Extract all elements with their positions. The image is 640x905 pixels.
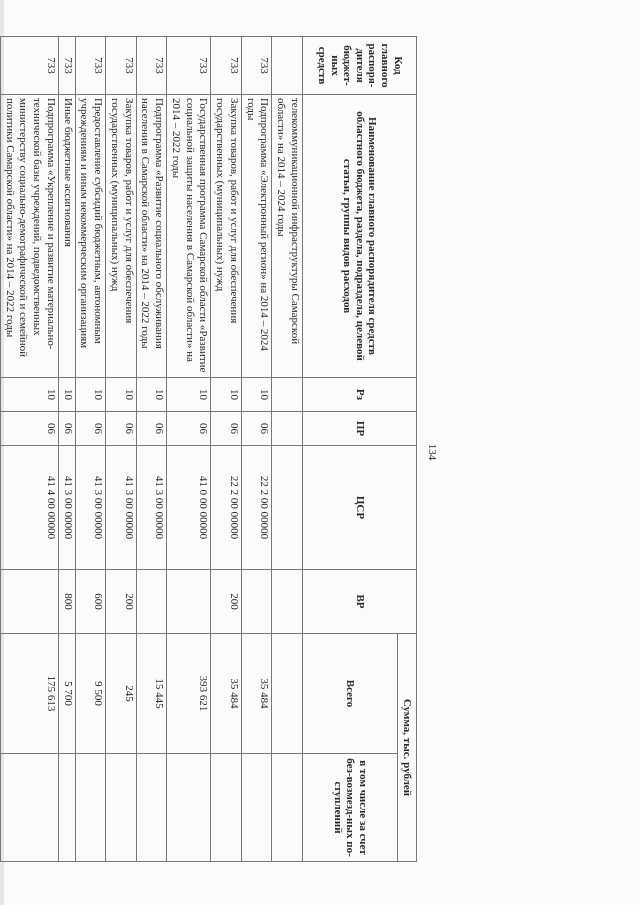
row-total xyxy=(272,634,303,754)
row-vr xyxy=(1,570,59,634)
header-rz: Рз xyxy=(303,378,417,412)
row-incl xyxy=(211,754,242,862)
row-vr xyxy=(136,570,167,634)
header-incl: в том числе за счет без-возмезд-ных по-ступлений xyxy=(303,754,398,862)
row-name: Иные бюджетные ассигнования xyxy=(59,95,76,378)
row-incl xyxy=(136,754,167,862)
row-name: Государственная программа Самарской области «Развитие социальной защиты населения в Самарской области» на 2014 – 2022 годы xyxy=(167,95,211,378)
row-pr: 06 xyxy=(136,412,167,446)
row-csr xyxy=(272,446,303,570)
table-row xyxy=(106,37,137,862)
row-csr: 41 3 00 00000 xyxy=(75,446,106,570)
table-row xyxy=(75,37,106,862)
row-total: 5 700 xyxy=(59,634,76,754)
row-vr xyxy=(272,570,303,634)
header-pr: ПР xyxy=(303,412,417,446)
row-rz: 10 xyxy=(211,378,242,412)
row-pr: 06 xyxy=(59,412,76,446)
row-rz xyxy=(272,378,303,412)
table-row xyxy=(136,37,167,862)
header-csr: ЦСР xyxy=(303,446,417,570)
page-number: 134 xyxy=(426,443,438,461)
row-pr xyxy=(272,412,303,446)
row-name: Предоставление субсидий бюджетным, автономным учреждениям и иным некоммерческим организациям xyxy=(75,95,106,378)
row-pr: 06 xyxy=(242,412,273,446)
row-rz: 10 xyxy=(136,378,167,412)
row-vr xyxy=(242,570,273,634)
row-vr: 800 xyxy=(59,570,76,634)
row-total: 245 xyxy=(106,634,137,754)
row-name: Подпрограмма «Электронный регион» на 2014 – 2024 годы xyxy=(242,95,273,378)
row-incl xyxy=(106,754,137,862)
row-rz: 10 xyxy=(1,378,59,412)
row-vr: 600 xyxy=(75,570,106,634)
table-row xyxy=(272,37,303,862)
row-csr: 22 2 00 00000 xyxy=(211,446,242,570)
row-code: 733 xyxy=(1,37,59,95)
row-csr: 41 3 00 00000 xyxy=(136,446,167,570)
header-total: Всего xyxy=(303,634,398,754)
row-incl xyxy=(167,754,211,862)
row-incl xyxy=(242,754,273,862)
row-code: 733 xyxy=(211,37,242,95)
row-vr: 200 xyxy=(106,570,137,634)
row-name: Подпрограмма «Развитие социального обслуживания населения в Самарской области» на 2014 – 2022 годы xyxy=(136,95,167,378)
row-vr xyxy=(167,570,211,634)
row-csr: 41 3 00 00000 xyxy=(106,446,137,570)
header-sum-group: Сумма, тыс. рублей xyxy=(398,634,417,862)
table-body xyxy=(1,37,303,862)
rotated-table-container xyxy=(0,36,417,861)
row-total: 9 500 xyxy=(75,634,106,754)
row-csr: 41 3 00 00000 xyxy=(59,446,76,570)
header-name: Наименование главного распорядителя средств областного бюджета, раздела, подраздела, целевой статьи, группы видов расходов xyxy=(303,95,417,378)
row-code: 733 xyxy=(242,37,273,95)
row-total: 175 613 xyxy=(1,634,59,754)
row-code: 733 xyxy=(75,37,106,95)
row-code: 733 xyxy=(106,37,137,95)
table-row xyxy=(242,37,273,862)
row-incl xyxy=(272,754,303,862)
row-vr: 200 xyxy=(211,570,242,634)
row-name: телекоммуникационной инфраструктуры Самарской области» на 2014 – 2024 годы xyxy=(272,95,303,378)
header-vr: ВР xyxy=(303,570,417,634)
row-rz: 10 xyxy=(242,378,273,412)
row-incl xyxy=(1,754,59,862)
table-row xyxy=(59,37,76,862)
row-code: 733 xyxy=(136,37,167,95)
table-row xyxy=(1,37,59,862)
row-pr: 06 xyxy=(211,412,242,446)
row-name: Подпрограмма «Укрепление и развитие материально-технической базы учреждений, подведомственных министерству социально-демографической и семейной политики Самарской области» на 2014 – 2022 годы xyxy=(1,95,59,378)
row-csr: 41 0 00 00000 xyxy=(167,446,211,570)
row-total: 393 621 xyxy=(167,634,211,754)
row-code: 733 xyxy=(167,37,211,95)
budget-table xyxy=(0,36,417,862)
row-incl xyxy=(59,754,76,862)
row-name: Закупка товаров, работ и услуг для обеспечения государственных (муниципальных) нужд xyxy=(106,95,137,378)
row-total: 35 484 xyxy=(242,634,273,754)
row-pr: 06 xyxy=(75,412,106,446)
row-csr: 41 4 00 00000 xyxy=(1,446,59,570)
table-row xyxy=(167,37,211,862)
row-code: 733 xyxy=(59,37,76,95)
row-rz: 10 xyxy=(59,378,76,412)
table-row xyxy=(211,37,242,862)
row-name: Закупка товаров, работ и услуг для обеспечения государственных (муниципальных) нужд xyxy=(211,95,242,378)
row-csr: 22 2 00 00000 xyxy=(242,446,273,570)
header-code: Код главного распоря-дителя бюджет-ных средств xyxy=(303,37,417,95)
row-pr: 06 xyxy=(106,412,137,446)
row-pr: 06 xyxy=(1,412,59,446)
row-pr: 06 xyxy=(167,412,211,446)
row-code xyxy=(272,37,303,95)
row-total: 35 484 xyxy=(211,634,242,754)
row-incl xyxy=(75,754,106,862)
row-rz: 10 xyxy=(106,378,137,412)
row-rz: 10 xyxy=(167,378,211,412)
row-rz: 10 xyxy=(75,378,106,412)
row-total: 15 445 xyxy=(136,634,167,754)
